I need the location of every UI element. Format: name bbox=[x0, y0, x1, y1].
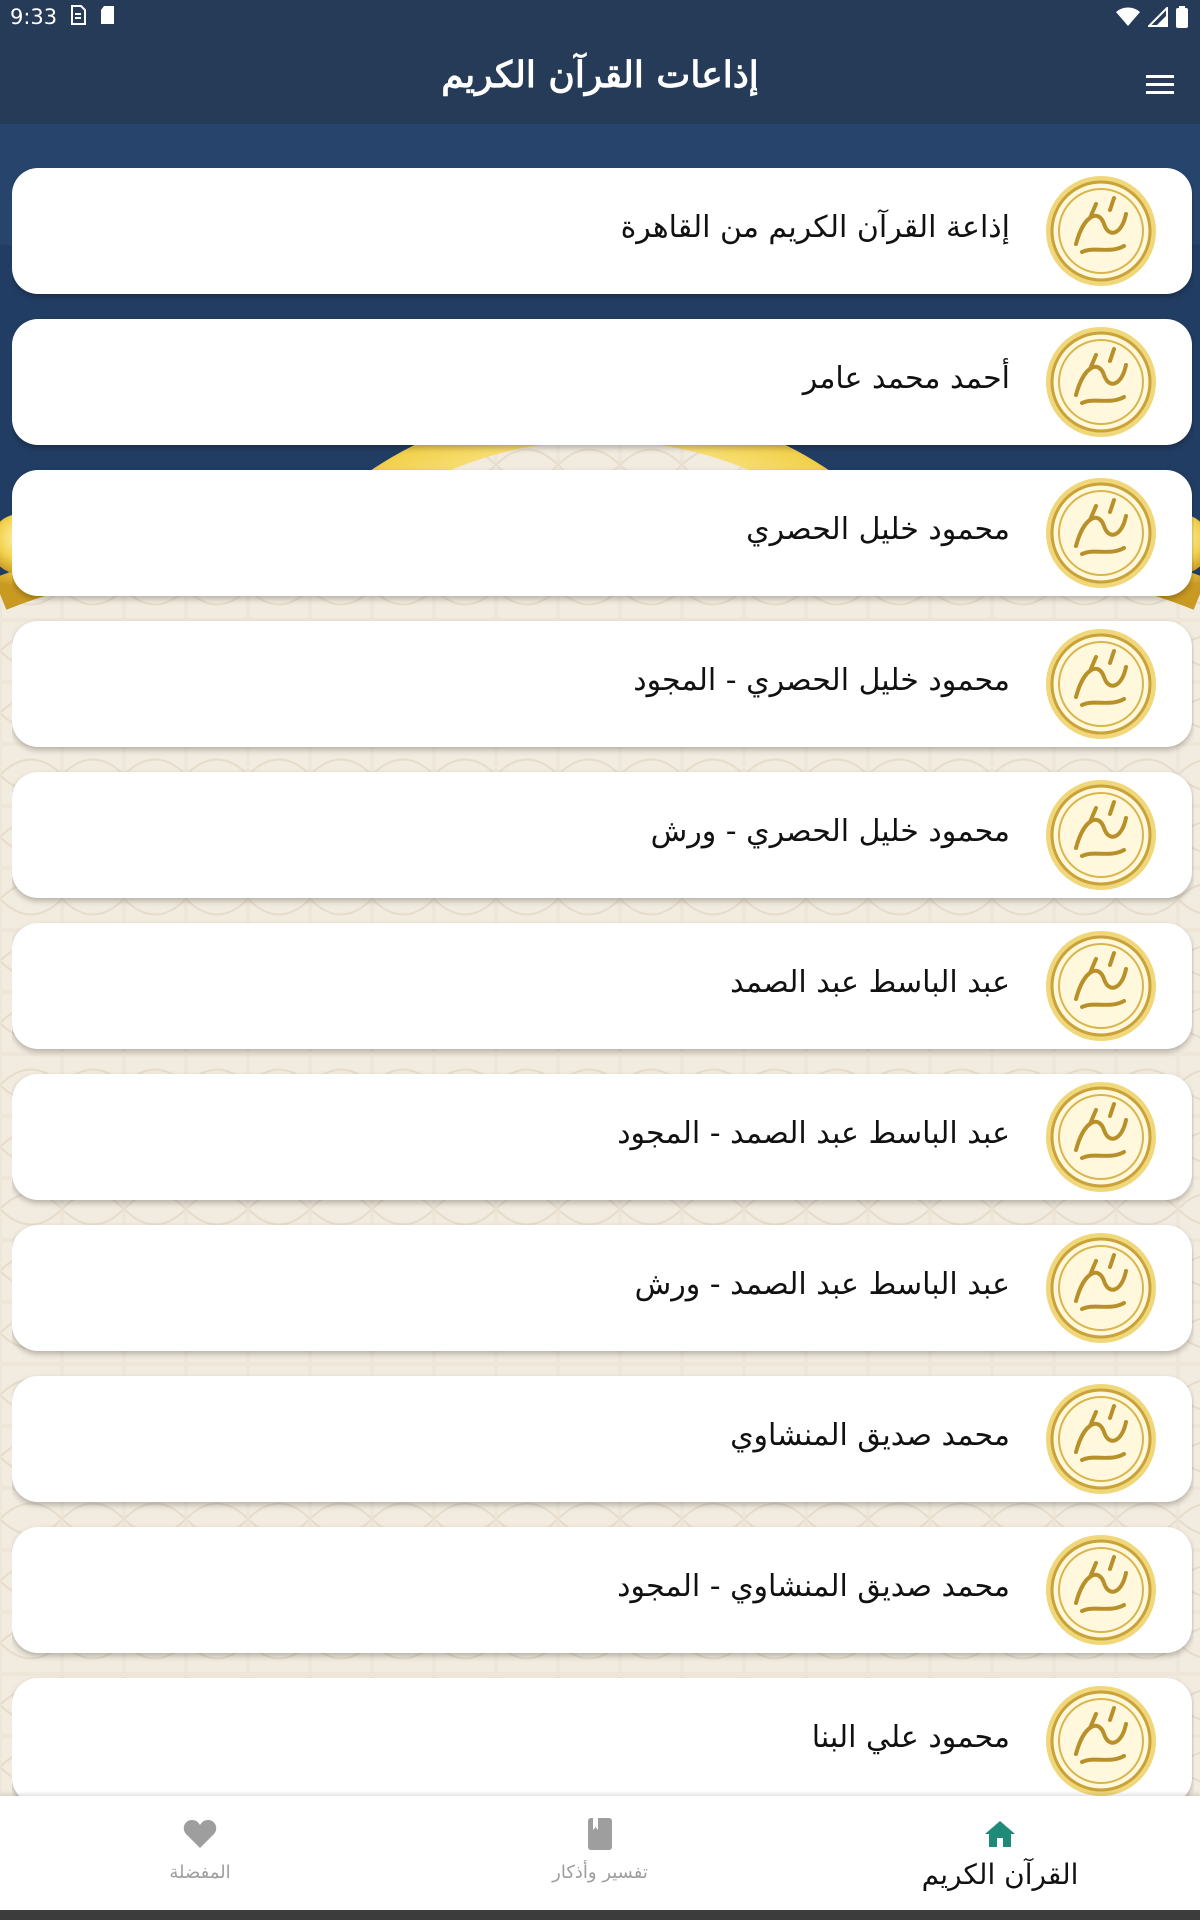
station-name: أحمد محمد عامر bbox=[802, 361, 1010, 396]
station-card[interactable] bbox=[12, 621, 1192, 747]
station-card[interactable] bbox=[12, 772, 1192, 898]
station-name: عبد الباسط عبد الصمد - ورش bbox=[634, 1267, 1010, 1302]
quran-logo-icon bbox=[1044, 1382, 1158, 1496]
status-right bbox=[1116, 6, 1188, 32]
nav-label: القرآن الكريم bbox=[921, 1858, 1079, 1891]
status-left bbox=[10, 4, 117, 30]
station-name: محمود علي البنا bbox=[811, 1720, 1010, 1755]
quran-logo-icon bbox=[1044, 476, 1158, 590]
station-card[interactable] bbox=[12, 1376, 1192, 1502]
station-card[interactable] bbox=[12, 923, 1192, 1049]
quran-logo-icon bbox=[1044, 778, 1158, 892]
status-bar bbox=[0, 0, 1200, 38]
status-time: 9:33 bbox=[10, 5, 58, 29]
quran-logo-icon bbox=[1044, 1080, 1158, 1194]
station-card[interactable] bbox=[12, 319, 1192, 445]
quran-logo-icon bbox=[1044, 1533, 1158, 1647]
station-name: عبد الباسط عبد الصمد bbox=[730, 965, 1010, 1000]
battery-icon bbox=[1176, 6, 1188, 32]
station-card[interactable] bbox=[12, 1527, 1192, 1653]
station-name: محمود خليل الحصري bbox=[746, 512, 1010, 547]
station-name: محمود خليل الحصري - ورش bbox=[650, 814, 1010, 849]
wifi-icon bbox=[1116, 7, 1140, 31]
station-name: محمود خليل الحصري - المجود bbox=[633, 663, 1010, 698]
bottom-navigation bbox=[0, 1796, 1200, 1910]
sd-card-icon bbox=[99, 4, 117, 30]
nav-item-favorites[interactable] bbox=[0, 1796, 400, 1910]
quran-logo-icon bbox=[1044, 1684, 1158, 1796]
sim-icon bbox=[69, 4, 87, 30]
station-card[interactable] bbox=[12, 1225, 1192, 1351]
home-icon bbox=[984, 1814, 1016, 1854]
nav-label: المفضلة bbox=[169, 1862, 231, 1883]
station-card[interactable] bbox=[12, 1678, 1192, 1796]
menu-button[interactable] bbox=[1138, 64, 1182, 104]
page-title: إذاعات القرآن الكريم bbox=[441, 54, 759, 96]
station-card[interactable] bbox=[12, 1074, 1192, 1200]
quran-logo-icon bbox=[1044, 627, 1158, 741]
nav-label: تفسير وأذكار bbox=[552, 1862, 648, 1883]
station-name: إذاعة القرآن الكريم من القاهرة bbox=[620, 210, 1010, 245]
heart-icon bbox=[183, 1814, 217, 1854]
nav-item-quran[interactable] bbox=[800, 1796, 1200, 1910]
station-list[interactable] bbox=[12, 168, 1194, 1796]
quran-logo-icon bbox=[1044, 1231, 1158, 1345]
station-name: عبد الباسط عبد الصمد - المجود bbox=[617, 1116, 1010, 1151]
station-card[interactable] bbox=[12, 168, 1192, 294]
nav-item-tafsir[interactable] bbox=[400, 1796, 800, 1910]
station-name: محمد صديق المنشاوي - المجود bbox=[617, 1569, 1010, 1604]
quran-logo-icon bbox=[1044, 174, 1158, 288]
hamburger-menu-icon bbox=[1145, 72, 1175, 96]
station-name: محمد صديق المنشاوي bbox=[730, 1418, 1010, 1453]
system-gesture-bar bbox=[0, 1910, 1200, 1920]
quran-logo-icon bbox=[1044, 929, 1158, 1043]
station-card[interactable] bbox=[12, 470, 1192, 596]
book-icon bbox=[587, 1814, 613, 1854]
quran-logo-icon bbox=[1044, 325, 1158, 439]
app-bar bbox=[0, 38, 1200, 124]
signal-icon bbox=[1148, 7, 1168, 31]
